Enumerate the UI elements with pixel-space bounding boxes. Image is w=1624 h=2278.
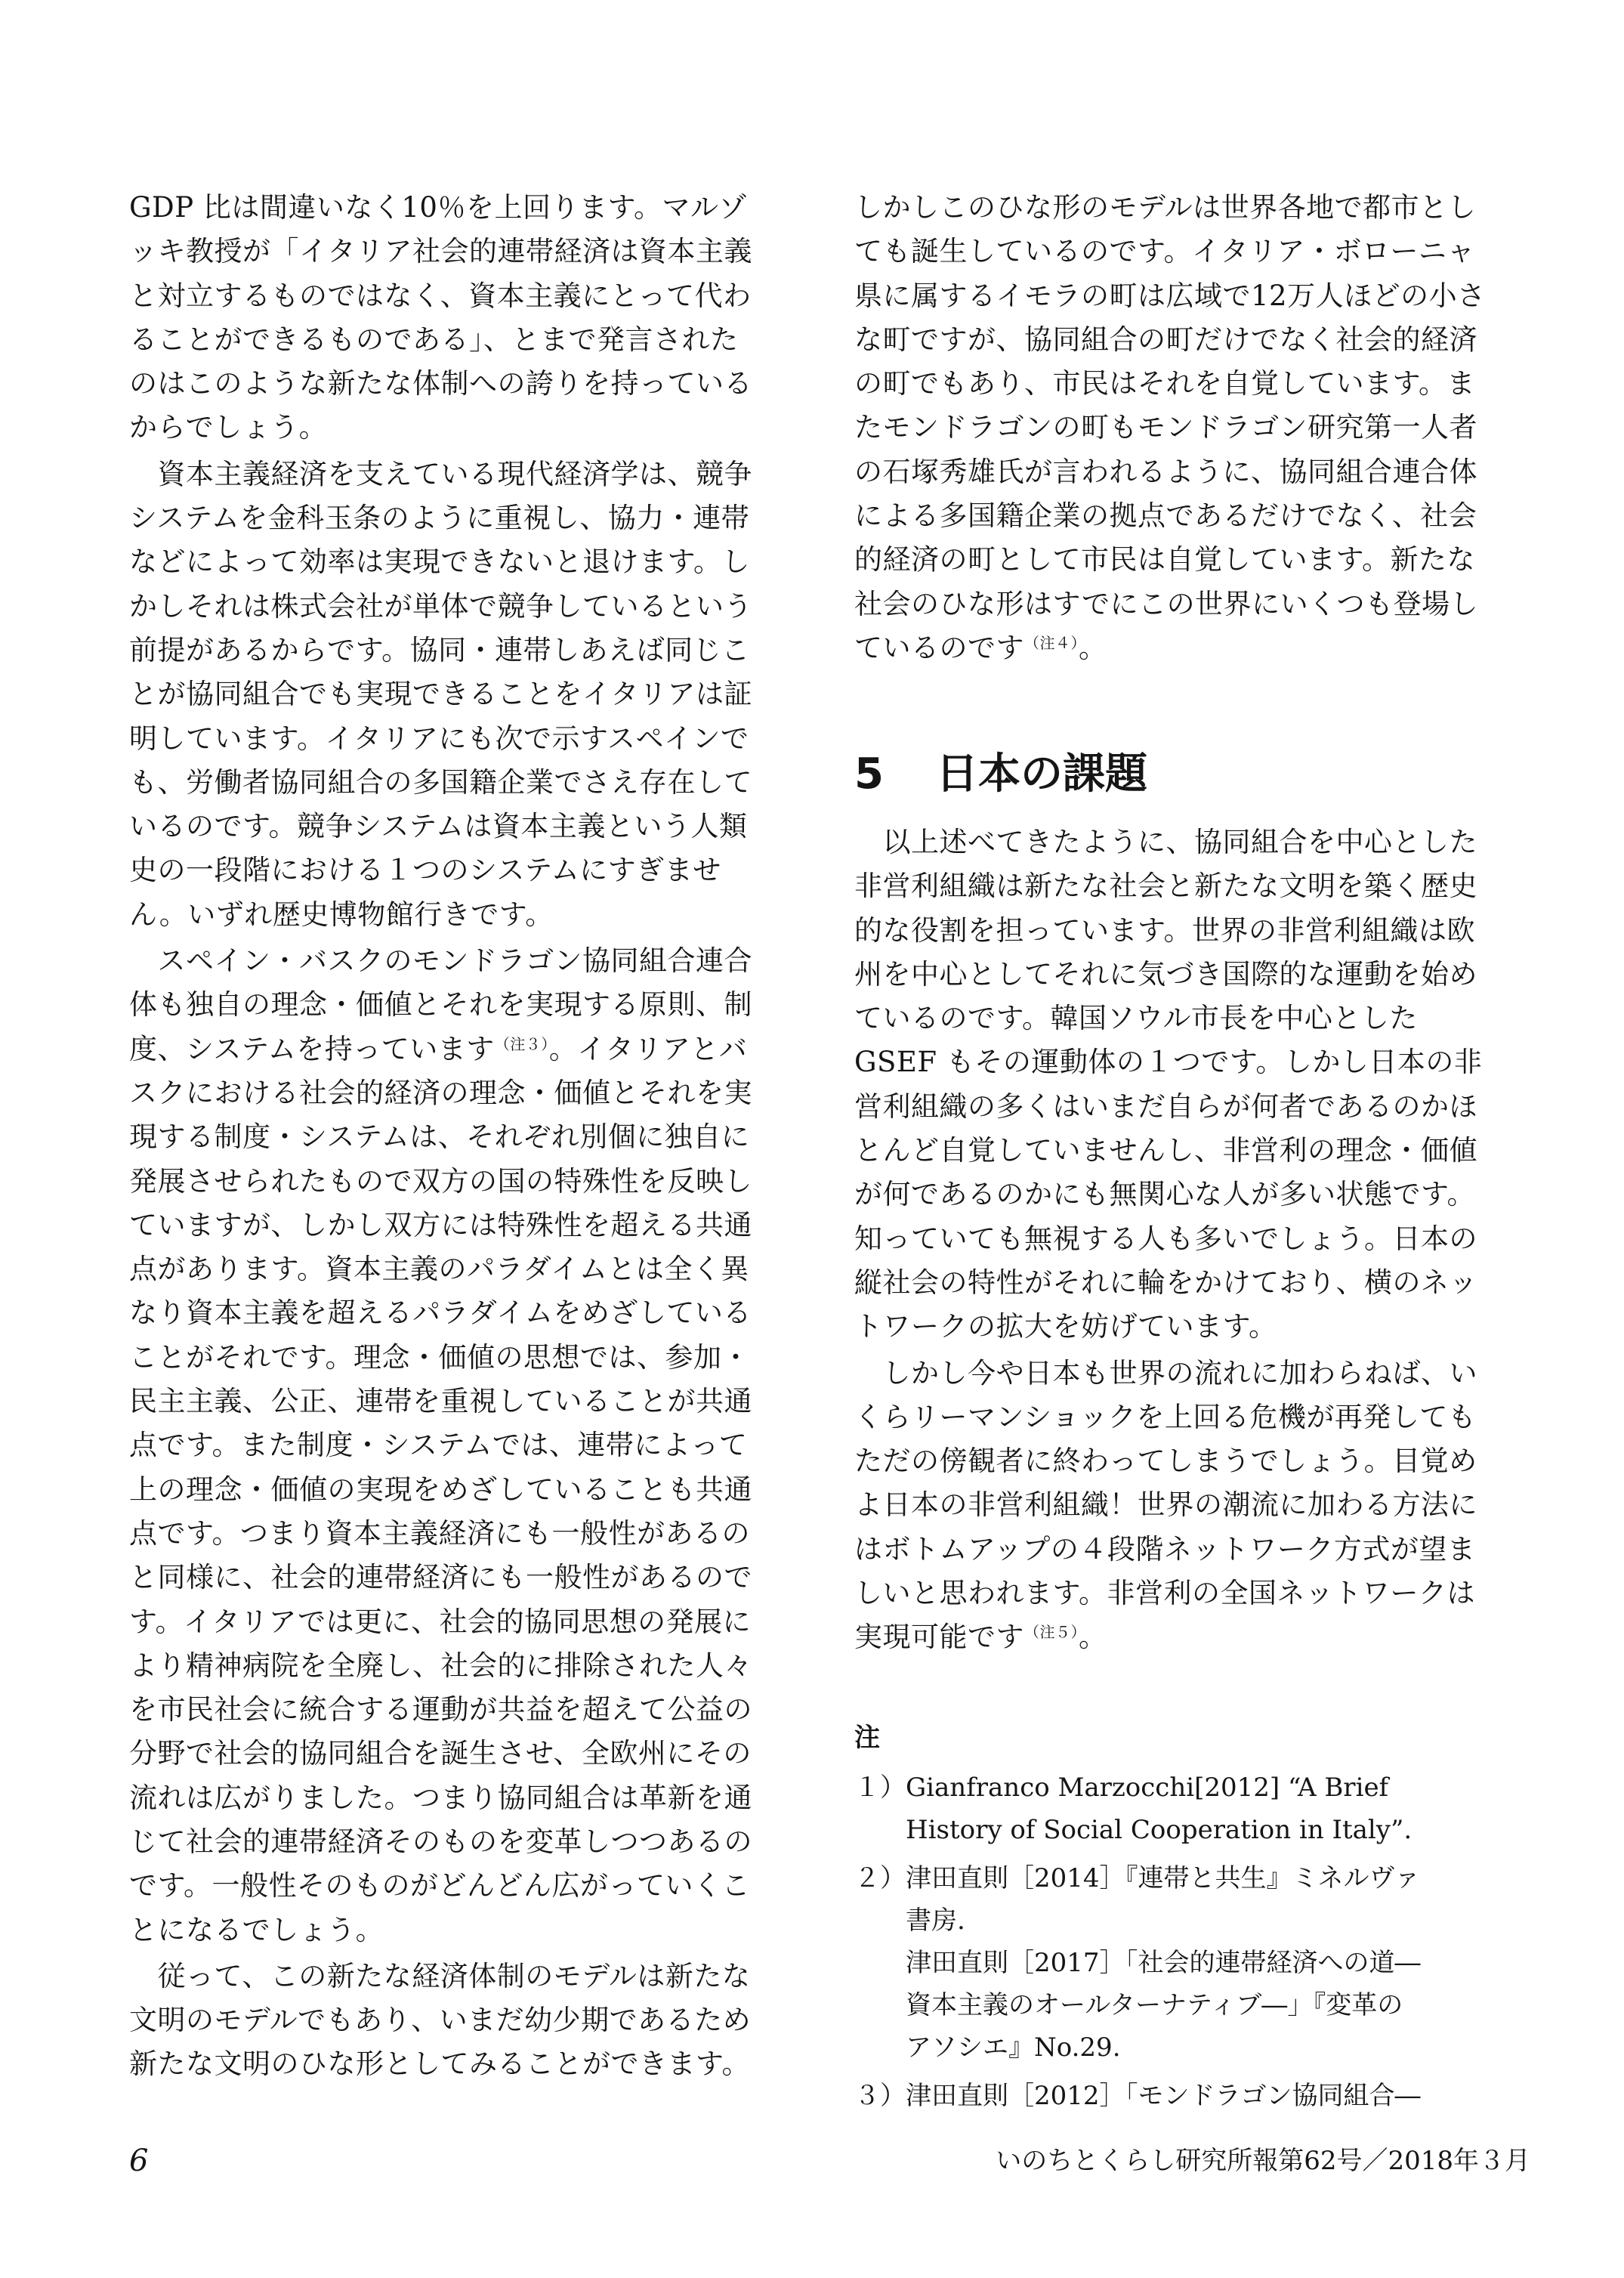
note-body bbox=[906, 2075, 1530, 2117]
section-title: 日本の課題 bbox=[936, 750, 1147, 799]
text-line: 営利組織の多くはいまだ自らが何者であるのかほ bbox=[854, 1090, 1477, 1123]
text-line: 縦社会の特性がそれに輪をかけており、横のネッ bbox=[854, 1266, 1477, 1299]
text-line: しかし今や日本も世界の流れに加わらねば、い bbox=[854, 1356, 1477, 1389]
text-span: ているのです bbox=[854, 631, 1024, 664]
text-line: ていますが、しかし双方には特殊性を超える共通 bbox=[129, 1208, 752, 1241]
text-line: スクにおける社会的経済の理念・価値とそれを実 bbox=[129, 1076, 752, 1109]
note-line: アソシエ』No.29. bbox=[906, 2032, 1121, 2063]
note-line: 津田直則［2014］『連帯と共生』ミネルヴァ bbox=[906, 1863, 1421, 1893]
notes-section bbox=[854, 1717, 1530, 2123]
section-number: 5 bbox=[854, 750, 884, 799]
note-body bbox=[906, 1766, 1530, 1851]
note-line: History of Social Cooperation in Italy”. bbox=[906, 1815, 1413, 1845]
section-paragraph-1 bbox=[854, 821, 1530, 1349]
text-span: 実現可能です bbox=[854, 1621, 1024, 1654]
text-span: 。 bbox=[1079, 631, 1107, 664]
text-line: GSEF もその運動体の１つです。しかし日本の非 bbox=[854, 1046, 1483, 1079]
text-line: ただの傍観者に終わってしまうでしょう。目覚め bbox=[854, 1445, 1477, 1478]
text-line: 点があります。資本主義のパラダイムとは全く異 bbox=[129, 1253, 749, 1286]
note-number: １） bbox=[854, 1773, 906, 1803]
text-line: ことがそれです。理念・価値の思想では、参加・ bbox=[129, 1340, 751, 1374]
text-line: 発展させられたもので双方の国の特殊性を反映し bbox=[129, 1164, 752, 1198]
note-item-2 bbox=[854, 1857, 1530, 2069]
text-line: 現する制度・システムは、それぞれ別個に独自に bbox=[129, 1120, 750, 1154]
text-span: 。 bbox=[1079, 1621, 1107, 1654]
text-line: のはこのような新たな体制への誇りを持っている bbox=[129, 367, 752, 400]
text-line: じて社会的連帯経済そのものを変革しつつあるの bbox=[129, 1825, 752, 1858]
text-line: しいと思われます。非営利の全国ネットワークは bbox=[854, 1577, 1476, 1610]
section-body bbox=[854, 821, 1530, 1660]
text-line: す。イタリアでは更に、社会的協同思想の発展に bbox=[129, 1605, 752, 1638]
text-line: たモンドラゴンの町もモンドラゴン研究第一人者 bbox=[854, 411, 1477, 444]
text-line: システムを金科玉条のように重視し、協力・連帯 bbox=[129, 502, 750, 535]
right-column bbox=[854, 186, 1530, 670]
text-span: 。イタリアとバ bbox=[548, 1032, 748, 1065]
text-line: はボトムアップの４段階ネットワーク方式が望ま bbox=[854, 1532, 1476, 1566]
text-line: の町でもあり、市民はそれを自覚しています。ま bbox=[854, 367, 1476, 400]
text-line: よ日本の非営利組織！世界の潮流に加わる方法に bbox=[854, 1488, 1477, 1522]
text-line: 点です。つまり資本主義経済にも一般性があるの bbox=[129, 1516, 751, 1550]
note-ref-3: （注３） bbox=[494, 1034, 549, 1053]
text-line: と対立するものではなく、資本主義にとって代わ bbox=[129, 279, 752, 312]
journal-footer: いのちとくらし研究所報第62号／2018年３月 bbox=[996, 2146, 1530, 2176]
note-body bbox=[906, 1857, 1530, 2069]
text-line: ても誕生しているのです。イタリア・ボローニャ bbox=[854, 235, 1476, 268]
text-line: 従って、この新たな経済体制のモデルは新たな bbox=[129, 1959, 751, 1992]
text-line: と同様に、社会的連帯経済にも一般性があるので bbox=[129, 1561, 752, 1594]
text-line: 的経済の町として市民は自覚しています。新たな bbox=[854, 543, 1476, 576]
note-line: 資本主義のオールターナティブ―」『変革の bbox=[906, 1990, 1403, 2020]
text-line: より精神病院を全廃し、社会的に排除された人々 bbox=[129, 1649, 752, 1682]
text-line-with-note bbox=[129, 1028, 801, 1071]
right-paragraph-1 bbox=[854, 186, 1530, 670]
text-line: 上の理念・価値の実現をめざしていることも共通 bbox=[129, 1473, 752, 1506]
text-line: 史の一段階における１つのシステムにすぎませ bbox=[129, 854, 721, 887]
text-line: です。一般性そのものがどんどん広がっていくこ bbox=[129, 1869, 751, 1902]
note-number: ３） bbox=[854, 2081, 906, 2111]
note-line: 津田直則［2017］「社会的連帯経済への道― bbox=[906, 1948, 1421, 1978]
text-line: ッキ教授が「イタリア社会的連帯経済は資本主義 bbox=[129, 235, 752, 268]
text-line: 資本主義経済を支えている現代経済学は、競争 bbox=[129, 457, 752, 490]
text-line: 明しています。イタリアにも次で示すスペインで bbox=[129, 722, 749, 755]
text-line: 点です。また制度・システムでは、連帯によって bbox=[129, 1429, 748, 1462]
text-line: などによって効率は実現できないと退けます。し bbox=[129, 546, 751, 579]
left-paragraph-3 bbox=[129, 939, 801, 1952]
text-line: かしそれは株式会社が単体で競争しているという bbox=[129, 589, 752, 623]
text-line: ん。いずれ歴史博物館行きです。 bbox=[129, 898, 554, 931]
text-line: 民主主義、公正、連帯を重視していることが共通 bbox=[129, 1385, 752, 1418]
text-line: 以上述べてきたように、協同組合を中心とした bbox=[854, 826, 1477, 858]
note-line: Gianfranco Marzocchi[2012] “A Brief bbox=[906, 1773, 1389, 1803]
text-line: 流れは広がりました。つまり協同組合は革新を通 bbox=[129, 1781, 752, 1814]
text-line: 県に属するイモラの町は広域で12万人ほどの小さ bbox=[854, 279, 1486, 312]
text-line: を市民社会に統合する運動が共益を超えて公益の bbox=[129, 1693, 752, 1726]
section-paragraph-2 bbox=[854, 1352, 1530, 1660]
text-line: 社会のひな形はすでにこの世界にいくつも登場し bbox=[854, 587, 1479, 620]
text-line: 前提があるからです。協同・連帯しあえば同じこ bbox=[129, 633, 750, 666]
text-line: も、労働者協同組合の多国籍企業でさえ存在して bbox=[129, 765, 752, 799]
text-span: 度、システムを持っています bbox=[129, 1032, 495, 1065]
text-line: からでしょう。 bbox=[129, 411, 328, 444]
text-line: の石塚秀雄氏が言われるように、協同組合連合体 bbox=[854, 455, 1477, 488]
text-line: 文明のモデルでもあり、いまだ幼少期であるため bbox=[129, 2004, 752, 2037]
text-line: 知っていても無視する人も多いでしょう。日本の bbox=[854, 1222, 1477, 1255]
note-item-3 bbox=[854, 2075, 1530, 2117]
text-line: 非営利組織は新たな社会と新たな文明を築く歴史 bbox=[854, 870, 1477, 903]
note-number: ２） bbox=[854, 1863, 906, 1893]
text-line: な町ですが、協同組合の町だけでなく社会的経済 bbox=[854, 323, 1477, 356]
text-line: とんど自覚していませんし、非営利の理念・価値 bbox=[854, 1134, 1477, 1167]
text-line: が何であるのかにも無関心な人が多い状態です。 bbox=[854, 1178, 1476, 1211]
note-ref-4: （注４） bbox=[1024, 633, 1079, 652]
notes-heading: 注 bbox=[854, 1723, 880, 1753]
note-line: 書房. bbox=[906, 1906, 965, 1936]
text-line: なり資本主義を超えるパラダイムをめざしている bbox=[129, 1297, 752, 1330]
text-line: くらリーマンショックを上回る危機が再発しても bbox=[854, 1400, 1477, 1433]
section-heading bbox=[854, 744, 1147, 805]
text-line: 分野で社会的協同組合を誕生させ、全欧州にその bbox=[129, 1737, 752, 1770]
text-line: いるのです。競争システムは資本主義という人類 bbox=[129, 810, 748, 843]
text-line: スペイン・バスクのモンドラゴン協同組合連合 bbox=[129, 944, 752, 978]
note-line: 津田直則［2012］「モンドラゴン協同組合― bbox=[906, 2081, 1421, 2111]
left-paragraph-1 bbox=[129, 186, 801, 450]
text-line-with-note bbox=[854, 1615, 1530, 1659]
page-number: 6 bbox=[129, 2144, 149, 2178]
text-line: 体も独自の理念・価値とそれを実現する原則、制 bbox=[129, 988, 752, 1022]
text-line: トワークの拡大を妨げています。 bbox=[854, 1310, 1277, 1343]
text-line: とが協同組合でも実現できることをイタリアは証 bbox=[129, 678, 752, 711]
text-line: による多国籍企業の拠点であるだけでなく、社会 bbox=[854, 499, 1477, 533]
note-ref-5: （注５） bbox=[1024, 1623, 1079, 1642]
text-line: とになるでしょう。 bbox=[129, 1913, 384, 1946]
left-column bbox=[129, 186, 801, 2087]
left-paragraph-2 bbox=[129, 453, 801, 937]
text-line: GDP 比は間違いなく10％を上回ります。マルゾ bbox=[129, 191, 747, 224]
text-line: ているのです。韓国ソウル市長を中心とした bbox=[854, 1002, 1418, 1035]
text-line-with-note bbox=[854, 626, 1530, 670]
text-line: ることができるものである」、とまで発言された bbox=[129, 323, 739, 356]
text-line: 州を中心としてそれに気づき国際的な運動を始め bbox=[854, 957, 1477, 991]
text-line: 的な役割を担っています。世界の非営利組織は欧 bbox=[854, 913, 1476, 947]
text-line: 新たな文明のひな形としてみることができます。 bbox=[129, 2048, 751, 2081]
text-line: しかしこのひな形のモデルは世界各地で都市とし bbox=[854, 191, 1477, 224]
left-paragraph-4 bbox=[129, 1955, 801, 2087]
note-item-1 bbox=[854, 1766, 1530, 1851]
